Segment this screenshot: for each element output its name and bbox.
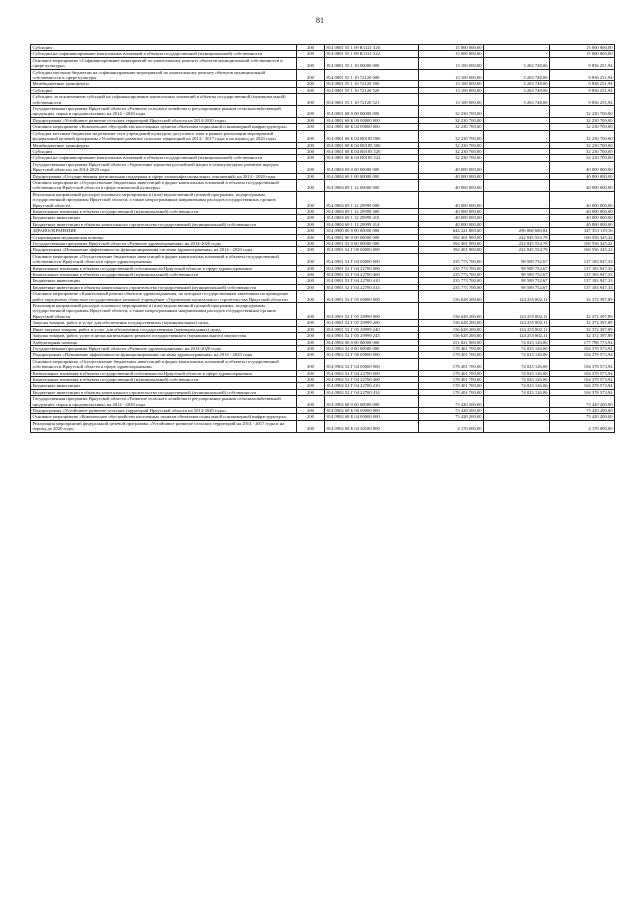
row-name: Субсидии на софинансирование капитальных вложений в объекты государственной (муниципальной) собственности <box>31 51 297 57</box>
row-name: Межбюджетные трансферты <box>31 81 297 87</box>
row-name: Государственная программа Иркутской области «Развитие здравоохранения» на 2014-2020 годы <box>31 345 297 351</box>
row-budget-code: 814 0901 52 Г 04 22700 400 <box>325 272 419 278</box>
row-approved-amount: 235 773 700,00 <box>419 272 484 278</box>
row-remaining-amount: 40 000 000,00 <box>550 221 615 227</box>
row-admin-code: 200 <box>297 420 325 432</box>
row-budget-code: 814 0902 52 0 00 00000 000 <box>325 345 419 351</box>
row-executed-amount: - <box>484 179 550 191</box>
row-budget-code: 814 0801 55 1 10 72120 000 <box>325 69 419 81</box>
row-approved-amount: 156 628 200,00 <box>419 320 484 326</box>
table-row <box>31 396 615 408</box>
row-budget-code: 814 0902 68 Б 04 50180 000 <box>325 420 419 432</box>
row-executed-amount: 124 255 802,11 <box>484 326 550 332</box>
row-admin-code: 200 <box>297 106 325 118</box>
row-admin-code: 200 <box>297 87 325 93</box>
row-name: Подпрограмма «Государственная региональная поддержка в сфере этноконфессиональных отношений» на 2014 - 2020 годы <box>31 173 297 179</box>
row-budget-code: 814 0804 69 1 00 00000 000 <box>325 173 419 179</box>
table-row <box>31 191 615 208</box>
row-executed-amount: 98 589 752,67 <box>484 278 550 284</box>
row-name: Основное мероприятие «Софинансирование мероприятий по капитальному ремонту объектов муниципальной собственности в сфере культуры» <box>31 57 297 69</box>
row-approved-amount: 178 401 700,00 <box>419 376 484 382</box>
row-remaining-amount: 15 000 000,00 <box>550 45 615 51</box>
row-remaining-amount: 169 556 345,22 <box>550 234 615 240</box>
row-executed-amount: 124 255 802,11 <box>484 291 550 303</box>
row-executed-amount: - <box>484 396 550 408</box>
row-name: Субсидии <box>31 148 297 154</box>
table-row <box>31 130 615 142</box>
row-executed-amount: 74 023 126,06 <box>484 345 550 351</box>
row-admin-code: 200 <box>297 265 325 271</box>
row-executed-amount: 3 263 748,06 <box>484 94 550 106</box>
row-budget-code: 814 0902 52 Г 04 22700 410 <box>325 383 419 389</box>
row-name: Бюджетные инвестиции <box>31 215 297 221</box>
row-name: Межбюджетные трансферты <box>31 142 297 148</box>
row-remaining-amount: 32 230 700,00 <box>550 106 615 118</box>
row-name: Амбулаторная помощь <box>31 339 297 345</box>
row-executed-amount: 98 589 752,67 <box>484 284 550 290</box>
row-admin-code: 200 <box>297 94 325 106</box>
row-approved-amount: 32 230 700,00 <box>419 106 484 118</box>
row-remaining-amount: 137 183 947,33 <box>550 278 615 284</box>
row-approved-amount: 251 821 900,00 <box>419 339 484 345</box>
row-executed-amount: - <box>484 173 550 179</box>
budget-table-body <box>31 45 615 433</box>
row-admin-code: 200 <box>297 191 325 208</box>
row-remaining-amount: 137 183 947,33 <box>550 265 615 271</box>
row-admin-code: 200 <box>297 124 325 130</box>
row-budget-code: 814 0901 52 Г 05 29999 000 <box>325 303 419 320</box>
row-remaining-amount: 177 798 773,94 <box>550 339 615 345</box>
row-executed-amount: 74 023 126,06 <box>484 383 550 389</box>
row-remaining-amount: 137 183 947,33 <box>550 253 615 265</box>
row-executed-amount: - <box>484 130 550 142</box>
row-approved-amount: 32 230 700,00 <box>419 148 484 154</box>
row-budget-code: 814 0801 68 Б 00 00000 000 <box>325 117 419 123</box>
row-name: Государственная программа Иркутской области «Развитие здравоохранения» на 2014-2020 годы <box>31 241 297 247</box>
row-budget-code: 814 0804 69 1 12 29999 400 <box>325 208 419 214</box>
row-admin-code: 200 <box>297 320 325 326</box>
row-budget-code: 814 0902 68 Б 00 00000 000 <box>325 407 419 413</box>
row-name: Реализация мероприятий федеральной целевой программы «Устойчивое развитие сельских территорий на 2014 - 2017 годы и на период до 2020 года» <box>31 420 297 432</box>
row-executed-amount: - <box>484 407 550 413</box>
row-admin-code: 200 <box>297 396 325 408</box>
row-executed-amount: 3 263 748,06 <box>484 81 550 87</box>
row-admin-code: 200 <box>297 339 325 345</box>
row-approved-amount: 13 100 000,00 <box>419 69 484 81</box>
row-name: Капитальные вложения в объекты государственной (муниципальной) собственности <box>31 208 297 214</box>
page-number: 81 <box>316 16 324 25</box>
row-approved-amount: 40 000 000,00 <box>419 161 484 173</box>
row-remaining-amount: 137 183 947,33 <box>550 284 615 290</box>
table-row <box>31 291 615 303</box>
row-approved-amount: 644 221 800,00 <box>419 228 484 234</box>
row-admin-code: 200 <box>297 155 325 161</box>
row-name: Реализация направлений расходов основного мероприятия и (или) ведомственной целевой программы, подпрограммы государственной программы Иркутской области, а также непрограммным направлениям расходов государственных органов Иркутской области <box>31 191 297 208</box>
row-budget-code: 814 0801 68 Б 04 R0185 500 <box>325 142 419 148</box>
row-budget-code: 814 0901 52 Г 05 29999 200 <box>325 320 419 326</box>
row-admin-code: 200 <box>297 81 325 87</box>
row-executed-amount: 3 263 748,06 <box>484 57 550 69</box>
row-remaining-amount: 137 183 947,33 <box>550 272 615 278</box>
row-executed-amount: 74 023 126,06 <box>484 370 550 376</box>
row-admin-code: 200 <box>297 51 325 57</box>
row-budget-code: 814 0902 52 Г 04 00000 000 <box>325 358 419 370</box>
row-approved-amount: 15 000 000,00 <box>419 51 484 57</box>
row-name: Субсидия местным бюджетам на развитие сети учреждений культурно-досугового типа в рамках реализации мероприятий федеральной целевой программы «Устойчивое развитие сельских территорий на 2014 - 2017 годы и на период до 2020 года» <box>31 130 297 142</box>
row-executed-amount: 124 255 802,11 <box>484 303 550 320</box>
row-admin-code: 200 <box>297 148 325 154</box>
row-admin-code: 200 <box>297 272 325 278</box>
row-approved-amount: 40 000 000,00 <box>419 179 484 191</box>
row-approved-amount: 235 773 700,00 <box>419 278 484 284</box>
row-budget-code: 814 0902 52 Г 04 22700 414 <box>325 389 419 395</box>
row-name: Подпрограмма «Устойчивое развитие сельских территорий Иркутской области на 2014-2020 годы» <box>31 407 297 413</box>
row-name: Субсидии <box>31 87 297 93</box>
row-budget-code: 814 0901 52 0 00 00000 000 <box>325 241 419 247</box>
row-name: Бюджетные инвестиции в объекты капитального строительства государственной (муниципальной) собственности <box>31 389 297 395</box>
row-approved-amount: 15 000 000,00 <box>419 45 484 51</box>
row-approved-amount: 13 100 000,00 <box>419 57 484 69</box>
row-executed-amount: - <box>484 191 550 208</box>
row-remaining-amount: 40 000 000,00 <box>550 208 615 214</box>
row-name: Бюджетные инвестиции <box>31 383 297 389</box>
row-approved-amount: 178 401 700,00 <box>419 358 484 370</box>
row-executed-amount: 74 023 126,06 <box>484 352 550 358</box>
row-name: Стационарная медицинская помощь <box>31 234 297 240</box>
row-name: Основное мероприятие «Осуществление бюджетных инвестиций в форме капитальных вложений в объекты государственной собственности Иркутской области в сфере этнической культуры» <box>31 179 297 191</box>
row-budget-code: 814 0902 52 Г 00 00000 000 <box>325 352 419 358</box>
row-budget-code: 814 0902 52 Г 04 22700 400 <box>325 376 419 382</box>
row-budget-code: 814 0901 52 Г 04 22700 410 <box>325 278 419 284</box>
row-remaining-amount: 40 000 000,00 <box>550 191 615 208</box>
row-remaining-amount: 32 230 700,00 <box>550 148 615 154</box>
row-executed-amount: 222 845 554,78 <box>484 234 550 240</box>
row-name: ЗДРАВООХРАНЕНИЕ <box>31 228 297 234</box>
row-remaining-amount: 104 378 573,94 <box>550 352 615 358</box>
row-admin-code: 200 <box>297 117 325 123</box>
row-approved-amount: 32 230 700,00 <box>419 155 484 161</box>
row-budget-code: 814 0902 00 0 00 00000 000 <box>325 339 419 345</box>
row-approved-amount: 73 420 200,00 <box>419 407 484 413</box>
table-row <box>31 106 615 118</box>
row-budget-code: 814 0902 52 Г 04 22700 000 <box>325 370 419 376</box>
row-remaining-amount: 40 000 000,00 <box>550 179 615 191</box>
row-name: Основное мероприятие «Капитальный ремонт объектов здравоохранения, по которым государственным заказчиком на проведение работ определено областное государственное казенное учреждение «Управление капитального строительства Иркутской области» <box>31 291 297 303</box>
row-name: Основное мероприятие «Комплексное обустройство населенных пунктов объектами социальной и инженерной инфраструктуры» <box>31 414 297 420</box>
row-remaining-amount: 9 836 251,94 <box>550 81 615 87</box>
row-executed-amount: - <box>484 155 550 161</box>
row-approved-amount: 4 170 000,00 <box>419 420 484 432</box>
row-approved-amount: 156 628 200,00 <box>419 333 484 339</box>
row-admin-code: 200 <box>297 303 325 320</box>
row-executed-amount: 222 845 554,78 <box>484 241 550 247</box>
row-executed-amount: 74 023 126,06 <box>484 358 550 370</box>
row-approved-amount: 392 401 900,00 <box>419 234 484 240</box>
row-admin-code: 200 <box>297 253 325 265</box>
row-approved-amount: 178 401 700,00 <box>419 352 484 358</box>
row-name: Закупка товаров, работ, услуг в целях капитального ремонта государственного (муниципального) имущества <box>31 333 297 339</box>
row-executed-amount: - <box>484 215 550 221</box>
row-remaining-amount: 32 372 397,89 <box>550 291 615 303</box>
row-executed-amount: - <box>484 106 550 118</box>
table-row <box>31 69 615 81</box>
row-budget-code: 814 0801 55 1 10 72120 500 <box>325 81 419 87</box>
row-name: Субсидии на софинансирование капитальных вложений в объекты государственной (муниципальной) собственности <box>31 155 297 161</box>
row-approved-amount: 156 628 200,00 <box>419 291 484 303</box>
row-admin-code: 200 <box>297 358 325 370</box>
row-remaining-amount: 104 378 573,94 <box>550 370 615 376</box>
row-remaining-amount: 32 230 700,00 <box>550 124 615 130</box>
row-remaining-amount: 32 372 397,89 <box>550 333 615 339</box>
row-remaining-amount: 104 378 573,94 <box>550 345 615 351</box>
row-name: Основное мероприятие «Осуществление бюджетных инвестиций в форме капитальных вложений в объекты государственной собственности Иркутской области в сфере здравоохранения» <box>31 358 297 370</box>
row-remaining-amount: 9 836 251,94 <box>550 94 615 106</box>
row-executed-amount: 98 589 752,67 <box>484 253 550 265</box>
row-admin-code: 200 <box>297 69 325 81</box>
row-admin-code: 200 <box>297 208 325 214</box>
row-budget-code: 814 0902 68 0 00 00000 000 <box>325 396 419 408</box>
row-executed-amount: 124 255 802,11 <box>484 333 550 339</box>
row-name: Государственная программа Иркутской области «Развитие сельского хозяйства и регулирование рынков сельскохозяйственной продукции, сырья и продовольствия» на 2014 - 2020 годы <box>31 396 297 408</box>
row-name: Субсидии, за исключением субсидий на софинансирование капитальных вложений в объекты государственной (муниципальной) собственности <box>31 94 297 106</box>
row-remaining-amount: 73 420 200,00 <box>550 396 615 408</box>
row-budget-code: 814 0901 52 Г 04 00000 000 <box>325 253 419 265</box>
row-admin-code: 200 <box>297 45 325 51</box>
row-executed-amount: 98 589 752,67 <box>484 272 550 278</box>
row-budget-code: 814 0804 69 1 12 29999 414 <box>325 221 419 227</box>
row-approved-amount: 13 100 000,00 <box>419 87 484 93</box>
row-remaining-amount: 73 420 200,00 <box>550 414 615 420</box>
row-executed-amount: - <box>484 142 550 148</box>
row-budget-code: 814 0801 68 Б 04 R0185 522 <box>325 155 419 161</box>
row-executed-amount: 74 023 126,06 <box>484 339 550 345</box>
row-remaining-amount: 32 230 700,00 <box>550 142 615 148</box>
row-admin-code: 200 <box>297 291 325 303</box>
row-name: Капитальные вложения в объекты государственной (муниципальной) собственности <box>31 376 297 382</box>
row-admin-code: 200 <box>297 142 325 148</box>
row-executed-amount: 296 868 680,84 <box>484 228 550 234</box>
row-executed-amount: - <box>484 221 550 227</box>
row-admin-code: 200 <box>297 345 325 351</box>
row-admin-code: 200 <box>297 414 325 420</box>
row-name: Субсидии местным бюджетам на софинансирование мероприятий по капитальному ремонту объектов муниципальной собственности в сфере культуры <box>31 69 297 81</box>
row-remaining-amount: 40 000 000,00 <box>550 215 615 221</box>
row-approved-amount: 32 230 700,00 <box>419 117 484 123</box>
row-admin-code: 200 <box>297 333 325 339</box>
row-name: Капитальные вложения в объекты государственной собственности Иркутской области в сфере здравоохранения <box>31 265 297 271</box>
row-executed-amount: 3 263 748,06 <box>484 87 550 93</box>
row-admin-code: 200 <box>297 383 325 389</box>
row-admin-code: 200 <box>297 228 325 234</box>
row-budget-code: 814 0900 00 0 00 00000 000 <box>325 228 419 234</box>
row-name: Основное мероприятие «Комплексное обустройство населенных пунктов объектами социальной и инженерной инфраструктуры» <box>31 124 297 130</box>
row-remaining-amount: 169 556 345,22 <box>550 247 615 253</box>
row-budget-code: 814 0901 52 Г 00 00000 000 <box>325 247 419 253</box>
table-row <box>31 94 615 106</box>
row-executed-amount: 222 845 554,78 <box>484 247 550 253</box>
row-approved-amount: 178 401 700,00 <box>419 345 484 351</box>
row-approved-amount: 178 401 700,00 <box>419 389 484 395</box>
row-budget-code: 814 0801 55 1 10 72120 521 <box>325 94 419 106</box>
row-admin-code: 200 <box>297 352 325 358</box>
row-name: Бюджетные инвестиции в объекты капитального строительства государственной (муниципальной) собственности <box>31 284 297 290</box>
table-row <box>31 161 615 173</box>
row-name: Иные закупки товаров, работ и услуг для обеспечения государственных (муниципальных) нужд <box>31 326 297 332</box>
row-approved-amount: 32 230 700,00 <box>419 124 484 130</box>
row-executed-amount: - <box>484 414 550 420</box>
row-approved-amount: 392 401 900,00 <box>419 241 484 247</box>
row-name: Государственная программа Иркутской области «Развитие сельского хозяйства и регулирование рынков сельскохозяйственной продукции, сырья и продовольствия» на 2014 - 2020 годы <box>31 106 297 118</box>
row-approved-amount: 73 420 200,00 <box>419 414 484 420</box>
row-approved-amount: 40 000 000,00 <box>419 191 484 208</box>
row-approved-amount: 40 000 000,00 <box>419 208 484 214</box>
row-executed-amount: 98 589 752,67 <box>484 265 550 271</box>
row-remaining-amount: 9 836 251,94 <box>550 57 615 69</box>
row-remaining-amount: 9 836 251,94 <box>550 69 615 81</box>
row-budget-code: 814 0804 69 1 12 29999 000 <box>325 191 419 208</box>
row-executed-amount: 3 263 748,06 <box>484 69 550 81</box>
row-remaining-amount: 347 353 119,16 <box>550 228 615 234</box>
row-remaining-amount: 32 372 397,89 <box>550 326 615 332</box>
row-executed-amount: - <box>484 161 550 173</box>
row-budget-code: 814 0901 52 Г 05 29999 240 <box>325 326 419 332</box>
table-row <box>31 358 615 370</box>
row-remaining-amount: 40 000 000,00 <box>550 173 615 179</box>
row-remaining-amount: 104 378 573,94 <box>550 376 615 382</box>
row-name: Основное мероприятие «Осуществление бюджетных инвестиций в форме капитальных вложений в объекты государственной собственности Иркутской области в сфере здравоохранения» <box>31 253 297 265</box>
row-budget-code: 814 0804 69 0 00 00000 000 <box>325 161 419 173</box>
row-approved-amount: 73 420 200,00 <box>419 396 484 408</box>
row-admin-code: 200 <box>297 247 325 253</box>
row-executed-amount: 124 255 802,11 <box>484 320 550 326</box>
row-remaining-amount: 9 836 251,94 <box>550 87 615 93</box>
table-row <box>31 57 615 69</box>
row-name: Подпрограмма «Повышение эффективности функционирования системы здравоохранения» на 2014 - 2020 годы <box>31 352 297 358</box>
row-approved-amount: 178 401 700,00 <box>419 370 484 376</box>
row-approved-amount: 32 230 700,00 <box>419 142 484 148</box>
row-remaining-amount: 4 170 000,00 <box>550 420 615 432</box>
row-budget-code: 814 0901 52 Г 04 22700 414 <box>325 284 419 290</box>
row-budget-code: 814 0801 68 Б 04 R0185 000 <box>325 130 419 142</box>
row-name: Подпрограмма «Устойчивое развитие сельских территорий Иркутской области на 2014-2020 годы» <box>31 117 297 123</box>
row-approved-amount: 235 773 700,00 <box>419 265 484 271</box>
row-approved-amount: 156 628 200,00 <box>419 326 484 332</box>
row-executed-amount: - <box>484 51 550 57</box>
row-approved-amount: 13 100 000,00 <box>419 94 484 106</box>
table-row <box>31 253 615 265</box>
row-remaining-amount: 32 230 700,00 <box>550 130 615 142</box>
row-approved-amount: 235 773 700,00 <box>419 253 484 265</box>
row-executed-amount: - <box>484 117 550 123</box>
row-admin-code: 200 <box>297 215 325 221</box>
row-admin-code: 200 <box>297 173 325 179</box>
row-admin-code: 200 <box>297 241 325 247</box>
row-approved-amount: 178 401 700,00 <box>419 383 484 389</box>
row-remaining-amount: 104 378 573,94 <box>550 358 615 370</box>
row-admin-code: 200 <box>297 326 325 332</box>
row-approved-amount: 156 628 200,00 <box>419 303 484 320</box>
table-row <box>31 420 615 432</box>
row-admin-code: 200 <box>297 376 325 382</box>
row-approved-amount: 40 000 000,00 <box>419 215 484 221</box>
row-approved-amount: 13 100 000,00 <box>419 81 484 87</box>
row-approved-amount: 40 000 000,00 <box>419 221 484 227</box>
row-admin-code: 200 <box>297 130 325 142</box>
row-remaining-amount: 169 556 345,22 <box>550 241 615 247</box>
row-admin-code: 200 <box>297 284 325 290</box>
row-remaining-amount: 15 000 000,00 <box>550 51 615 57</box>
row-executed-amount: - <box>484 124 550 130</box>
row-budget-code: 814 0804 69 1 12 29999 410 <box>325 215 419 221</box>
row-admin-code: 200 <box>297 370 325 376</box>
row-budget-code: 814 0801 68 Б 04 R0185 520 <box>325 148 419 154</box>
row-name: Реализация направлений расходов основного мероприятия и (или) ведомственной целевой программы, подпрограммы государственной программы Иркутской области, а также непрограммным направлениям расходов государственных органов Иркутской области <box>31 303 297 320</box>
row-budget-code: 814 0801 55 1 09 R1121 520 <box>325 45 419 51</box>
row-remaining-amount: 32 372 397,89 <box>550 303 615 320</box>
row-name: Бюджетные инвестиции в объекты капитального строительства государственной (муниципальной) собственности <box>31 221 297 227</box>
row-budget-code: 814 0801 55 1 10 00000 000 <box>325 57 419 69</box>
row-executed-amount: 74 023 126,06 <box>484 389 550 395</box>
row-name: Подпрограмма «Повышение эффективности функционирования системы здравоохранения» на 2014 - 2020 годы <box>31 247 297 253</box>
row-budget-code: 814 0801 55 1 09 R1121 522 <box>325 51 419 57</box>
row-admin-code: 200 <box>297 234 325 240</box>
row-budget-code: 814 0801 68 0 00 00000 000 <box>325 106 419 118</box>
row-executed-amount: 74 023 126,06 <box>484 376 550 382</box>
row-approved-amount: 32 230 700,00 <box>419 130 484 142</box>
row-remaining-amount: 32 230 700,00 <box>550 117 615 123</box>
row-name: Государственная программа Иркутской области «Укрепление единства российской нации и этнокультурное развитие народов Иркутской области» на 2014-2020 годы <box>31 161 297 173</box>
row-remaining-amount: 104 378 573,94 <box>550 389 615 395</box>
row-admin-code: 200 <box>297 221 325 227</box>
row-admin-code: 200 <box>297 389 325 395</box>
row-budget-code: 814 0801 55 1 10 72120 520 <box>325 87 419 93</box>
table-row <box>31 179 615 191</box>
row-remaining-amount: 73 420 200,00 <box>550 407 615 413</box>
row-admin-code: 200 <box>297 57 325 69</box>
row-admin-code: 200 <box>297 407 325 413</box>
row-approved-amount: 392 401 900,00 <box>419 247 484 253</box>
row-executed-amount: - <box>484 148 550 154</box>
row-admin-code: 200 <box>297 161 325 173</box>
row-executed-amount: - <box>484 420 550 432</box>
row-executed-amount: - <box>484 208 550 214</box>
row-budget-code: 814 0901 52 Г 05 00000 000 <box>325 291 419 303</box>
row-remaining-amount: 32 230 700,00 <box>550 155 615 161</box>
row-name: Капитальные вложения в объекты государственной собственности Иркутской области в сфере здравоохранения <box>31 370 297 376</box>
row-remaining-amount: 32 372 397,89 <box>550 320 615 326</box>
row-budget-code: 814 0901 52 Г 04 22700 000 <box>325 265 419 271</box>
row-executed-amount: - <box>484 45 550 51</box>
row-admin-code: 200 <box>297 278 325 284</box>
row-budget-code: 814 0801 68 Б 04 00000 000 <box>325 124 419 130</box>
row-admin-code: 200 <box>297 179 325 191</box>
row-budget-code: 814 0804 69 1 12 00000 000 <box>325 179 419 191</box>
budget-table <box>30 44 615 433</box>
row-budget-code: 814 0901 00 0 00 00000 000 <box>325 234 419 240</box>
row-name: Закупка товаров, работ и услуг для обеспечения государственных (муниципальных) нужд <box>31 320 297 326</box>
row-name: Субсидии <box>31 45 297 51</box>
row-budget-code: 814 0902 68 Б 04 00000 000 <box>325 414 419 420</box>
row-approved-amount: 235 773 700,00 <box>419 284 484 290</box>
row-remaining-amount: 40 000 000,00 <box>550 161 615 173</box>
row-approved-amount: 40 000 000,00 <box>419 173 484 179</box>
row-budget-code: 814 0901 52 Г 05 29999 243 <box>325 333 419 339</box>
table-row <box>31 303 615 320</box>
row-name: Капитальные вложения в объекты государственной (муниципальной) собственности <box>31 272 297 278</box>
row-remaining-amount: 104 378 573,94 <box>550 383 615 389</box>
row-name: Бюджетные инвестиции <box>31 278 297 284</box>
